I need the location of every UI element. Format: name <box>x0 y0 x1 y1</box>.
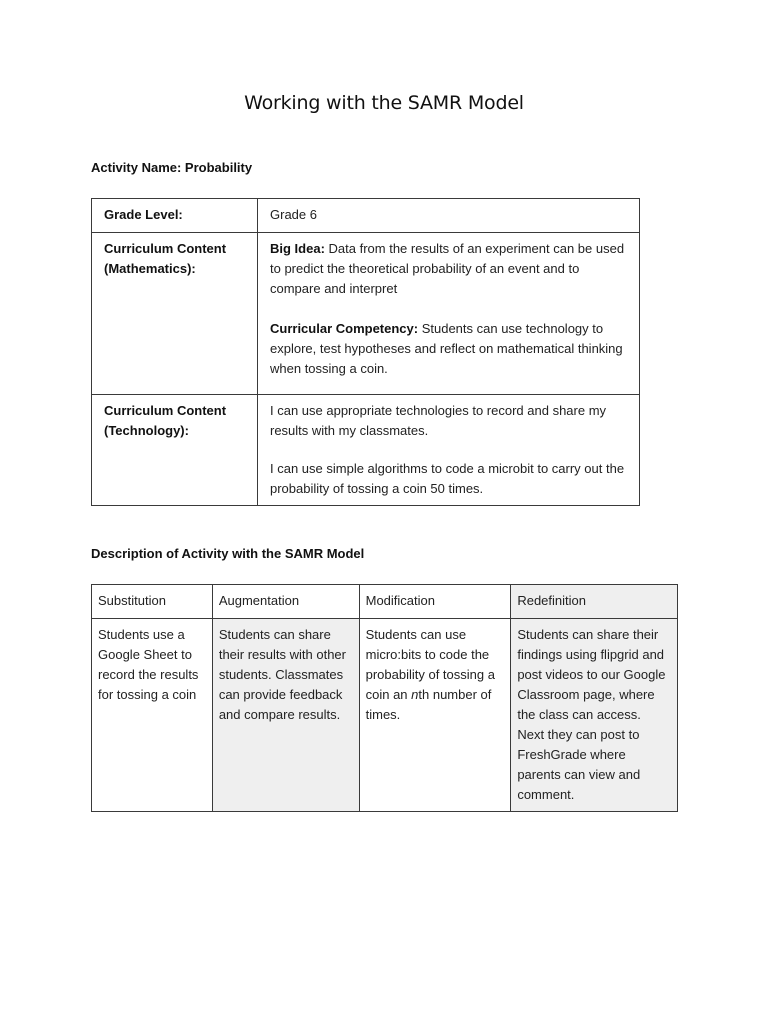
table-row <box>92 585 678 619</box>
curriculum-info-table <box>91 198 640 506</box>
header-redefinition: Redefinition <box>511 585 678 619</box>
grade-level-value: Grade 6 <box>258 199 640 233</box>
cell-redefinition: Students can share their findings using flipgrid and post videos to our Google Classroom page, where the class can access. Next they can post to FreshGrade where parents can view and comment. <box>511 619 678 812</box>
math-content-label-line1: Curriculum Content <box>104 241 227 256</box>
big-idea-text: Data from the results of an experiment can be used to predict the theoretical probability of an event and to compare and interpret <box>270 241 625 296</box>
modification-text-end: th number of times. <box>365 687 492 722</box>
samr-heading: Description of Activity with the SAMR Model <box>91 546 365 561</box>
table-row <box>92 395 640 506</box>
table-row <box>92 199 640 233</box>
grade-level-label: Grade Level: <box>92 199 258 233</box>
tech-paragraph-1: I can use appropriate technologies to record and share my results with my classmates. <box>270 403 607 438</box>
math-content-label-line2: (Mathematics): <box>104 261 196 276</box>
tech-content-label <box>92 395 258 506</box>
tech-paragraph-2: I can use simple algorithms to code a microbit to carry out the probability of tossing a coin 50 times. <box>270 461 625 496</box>
cell-modification <box>359 619 511 812</box>
modification-text-start: Students can use micro:bits to code the probability of tossing a coin an <box>365 627 495 702</box>
big-idea-paragraph <box>270 239 627 299</box>
modification-italic-n: n <box>411 687 419 702</box>
table-row <box>92 619 678 812</box>
big-idea-label: Big Idea: <box>270 241 325 256</box>
page-title: Working with the SAMR Model <box>244 92 524 114</box>
tech-content-label-line2: (Technology): <box>104 423 189 438</box>
tech-content-label-line1: Curriculum Content <box>104 403 227 418</box>
cell-substitution: Students use a Google Sheet to record the results for tossing a coin <box>92 619 213 812</box>
activity-name-label: Activity Name: Probability <box>91 160 253 175</box>
header-augmentation: Augmentation <box>212 585 359 619</box>
tech-content-value <box>258 395 640 506</box>
samr-table <box>91 584 678 812</box>
math-content-label <box>92 233 258 395</box>
header-substitution: Substitution <box>92 585 213 619</box>
competency-paragraph <box>270 319 627 379</box>
math-content-value <box>258 233 640 395</box>
competency-text: Students can use technology to explore, test hypotheses and reflect on mathematical thinking when tossing a coin. <box>270 321 623 376</box>
header-modification: Modification <box>359 585 511 619</box>
table-row <box>92 233 640 395</box>
competency-label: Curricular Competency: <box>270 321 419 336</box>
cell-augmentation: Students can share their results with other students. Classmates can provide feedback and compare results. <box>212 619 359 812</box>
